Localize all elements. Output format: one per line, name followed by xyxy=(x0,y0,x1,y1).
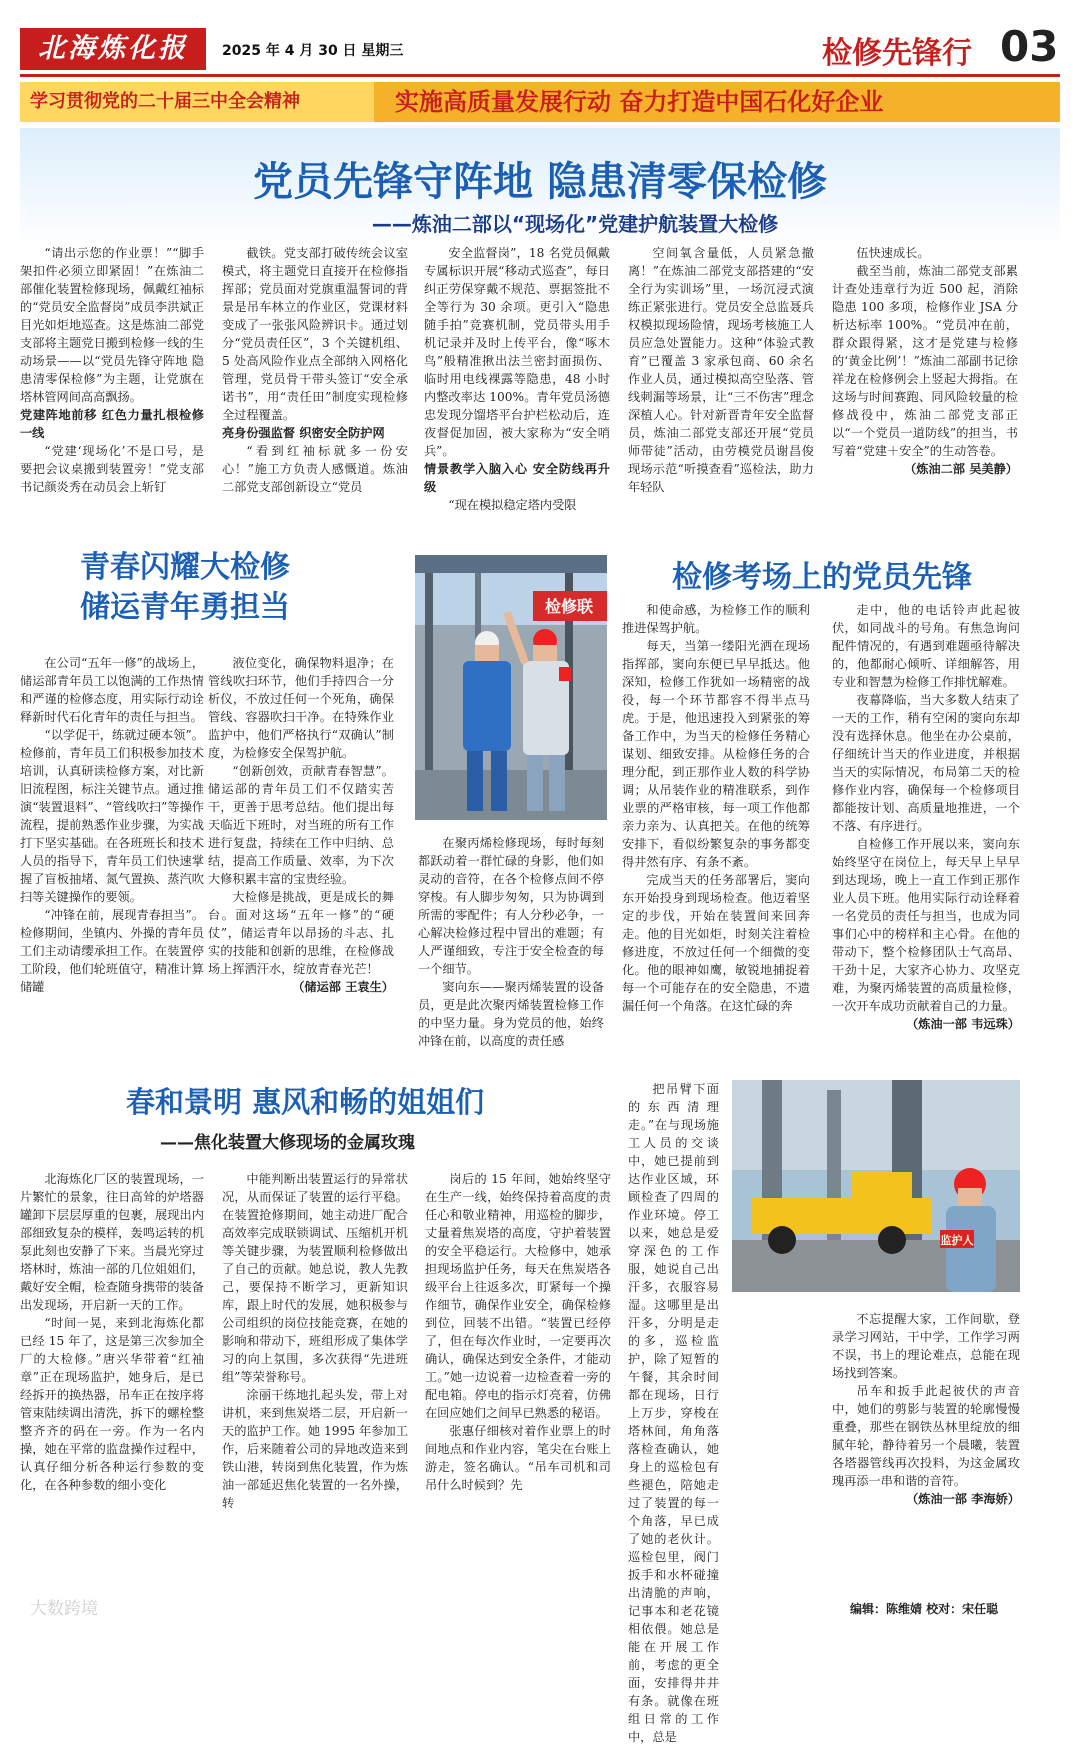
article3-title: 检修考场上的党员先锋 xyxy=(672,560,972,595)
inspector-photo-illustration xyxy=(732,1080,1020,1292)
paragraph: 截铁。党支部打破传统会议室模式，将主题党日直接开在检修指挥部；党员面对党旗重温誓词的背景是吊车林立的作业区，党课材料变成了一张张风险辨识卡。通过划分“党员责任区”，3 个关键机组、5 处高风险作业点全部纳入网格化管理，党员骨干带头签订“安全承诺书”，用“责任田”制度实现检修全过程覆盖。 xyxy=(222,246,408,422)
editor-credits: 编辑：陈维婧 校对：宋任聪 xyxy=(850,1602,999,1616)
byline: （炼油一部 韦远珠） xyxy=(906,1017,1020,1031)
article3-photo xyxy=(415,555,607,820)
paragraph: 大检修是挑战，更是成长的舞台。面对这场“五年一修”的“硬仗”，储运青年以昂扬的斗志、扎实的技能和创新的思维，在检修战场上挥洒汗水，绽放青春光芒！ xyxy=(208,890,394,976)
subheading: 情景教学入脑入心 安全防线再升级 xyxy=(424,462,610,494)
paragraph: 走中，他的电话铃声此起彼伏，如同战斗的号角。有焦急询问配件情况的，有遇到难题亟待解决的，他都耐心倾听、详细解答，用专业和智慧为检修工作排忧解难。 xyxy=(832,603,1020,689)
byline: （炼油一部 李海娇） xyxy=(906,1492,1020,1506)
article1-subtitle: ——炼油二部以“现场化”党建护航装置大检修 xyxy=(371,212,779,236)
paragraph: 伍快速成长。 xyxy=(856,246,930,260)
article2-title xyxy=(80,548,290,628)
article4-col3 xyxy=(425,1170,611,1530)
byline: （储运部 王袁生） xyxy=(292,980,394,994)
paragraph: 液位变化，确保物料退净；在管线吹扫环节，他们手持四合一分析仪，不放过任何一个死角，确保管线、容器吹扫干净。在特殊作业监护中，他们严格执行“双确认”制度，为检修安全保驾护航。 xyxy=(208,656,394,760)
issue-date: 2025 年 4 月 30 日 星期三 xyxy=(222,43,404,59)
article4-col5 xyxy=(832,1310,1020,1532)
page-number: 03 xyxy=(1000,22,1059,71)
subheading: 党建阵地前移 红色力量扎根检修一线 xyxy=(20,408,204,440)
paragraph: 张惠仔细核对着作业票上的时间地点和作业内容，笔尖在台账上游走，签名确认。“吊车司机和司吊什么时候到？先 xyxy=(425,1424,611,1492)
paragraph: 北海炼化厂区的装置现场，一片繁忙的景象，往日高耸的炉塔器罐卸下层层厚重的包裹，展现出内部细致复杂的模样，轰鸣运转的机泵此刻也安静了下来。当晨光穿过塔林时，炼油一部的几位姐姐们，戴好安全帽，检查随身携带的装备出发现场，开启新一天的工作。 xyxy=(20,1172,204,1312)
paragraph: “以学促干，练就过硬本领”。检修前，青年员工们积极参加技术培训，认真研读检修方案，对比新旧流程图，标注关键节点。通过推演“装置退料”、“管线吹扫”等操作流程，提前熟悉作业步骤，为实战打下坚实基础。在各班班长和技术人员的指导下，青年员工们快速掌握了盲板抽堵、氮气置换、蒸汽吹扫等关键操作的要领。 xyxy=(20,728,204,904)
slogan-banner-right: 实施高质量发展行动 奋力打造中国石化好企业 xyxy=(395,88,884,116)
article4-col2 xyxy=(222,1170,408,1530)
article4-subtitle: ——焦化装置大修现场的金属玫瑰 xyxy=(160,1133,415,1153)
paragraph: “冲锋在前，展现青春担当”。检修期间，坐镇内、外操的青年员工们主动请缨承担工作。在装置停工阶段，他们轮班值守，精准计算储罐 xyxy=(20,908,204,994)
article1-col2 xyxy=(222,244,408,528)
paragraph: “创新创效，贡献青春智慧”。储运部的青年员工们不仅踏实苦干，更善于思考总结。他们提出每天临近下班时，对当班的所有工作进行复盘，持续在工作中归纳、总结，提高工作质量、效率，为下次大修积累丰富的宝贵经验。 xyxy=(208,764,394,886)
paragraph: 中能判断出装置运行的异常状况，从而保证了装置的运行平稳。在装置抢修期间，她主动进厂配合高效率完成联锁调试、压缩机开机等关键步骤，为装置顺利检修做出了自己的贡献。她总说，教人先教己，要保持不断学习，更新知识库，跟上时代的发展，她积极参与公司组织的岗位技能竞赛，在她的影响和带动下，班组形成了集体学习的向上氛围，多次获得“先进班组”等荣誉称号。 xyxy=(222,1172,408,1384)
paragraph: 把吊臂下面的东西清理走。”在与现场施工人员的交谈中，她已提前到达作业区域，环顾检查了四周的作业环境。停工以来，她总是爱穿深色的工作服，她说自己出汗多，衣服容易湿。这哪里是出汗多，分明是走的多，巡检监护，除了短暂的午餐，其余时间都在现场，日行上万步，穿梭在塔林间，角角落落检查确认，她身上的巡检包有些褪色，陪她走过了装置的每一个角落，早已成了她的老伙计。巡检包里，阀门扳手和水杯碰撞出清脆的声响，记事本和老花镜相依偎。她总是能在开展工作前，考虑的更全面，安排得井井有条。就像在班组日常的工作中，总是 xyxy=(628,1082,719,1744)
paragraph: 每天，当第一缕阳光洒在现场指挥部，窦向东便已早早抵达。他深知，检修工作犹如一场精密的战役，每一个环节都容不得半点马虎。于是，他迅速投入到紧张的筹备工作中，为当天的检修任务精心谋划、细致安排。从检修任务的合理分配，到正那作业人数的科学协调；从吊装作业的精准联系，到作业票的严格审核，每一项工作他都亲力亲为、认真把关。在他的统筹安排下，看似纷繁复杂的事务都变得井然有序、有条不紊。 xyxy=(622,639,810,869)
paragraph: 窦向东——聚丙烯装置的设备员，更是此次聚丙烯装置检修工作的中坚力量。身为党员的他，始终冲锋在前，以高度的责任感 xyxy=(418,980,604,1048)
section-name: 检修先锋行 xyxy=(822,36,972,71)
paragraph: 安全监督岗”，18 名党员佩戴专属标识开展“移动式巡查”，每日纠正劳保穿戴不规范、票据签批不全等行为 30 余项。更引入“隐患随手拍”竞赛机制，党员带头用手机记录并及时上传平台，像“啄木鸟”般精准揪出法兰密封面损伤、临时用电线裸露等隐患，48 小时内整改率达 100%。青年党员汤德忠发现分馏塔平台护栏松动后，连夜督促加固，被大家称为“安全哨兵”。 xyxy=(424,246,610,458)
article4-col1 xyxy=(20,1170,204,1530)
article1-col3 xyxy=(424,244,610,528)
article3-colC xyxy=(832,601,1020,1041)
article2-col1 xyxy=(20,654,204,1038)
workers-photo-illustration xyxy=(415,555,607,820)
paragraph: “党建‘现场化’不是口号，是要把会议桌搬到装置旁！”党支部书记颜炎秀在动员会上斩钉 xyxy=(20,444,204,494)
paragraph: “看到红袖标就多一份安心！”施工方负责人感慨道。炼油二部党支部创新设立“党员 xyxy=(222,444,408,494)
watermark-text: 大数跨境 xyxy=(30,1599,98,1619)
article1-title: 党员先锋守阵地 隐患清零保检修 xyxy=(253,159,827,205)
newspaper-logo: 北海炼化报 xyxy=(20,28,206,70)
paragraph: 截至当前，炼油二部党支部累计查处违章行为近 500 起，消除隐患 100 多项，检修作业 JSA 分析达标率 100%。“党员冲在前，群众跟得紧，这才是党建与检修的‘黄金比例’！”炼油二部副书记徐祥龙在检修例会上竖起大拇指。在这场与时间赛跑、同风险较量的检修战役中，炼油二部党支部正以“一个党员一道防线”的担当，书写着“党建＋安全”的生动答卷。 xyxy=(832,264,1018,458)
paragraph: 自检修工作开展以来，窦向东始终坚守在岗位上，每天早上早早到达现场，晚上一直工作到正那作业人员下班。他用实际行动诠释着一名党员的责任与担当，也成为同事们心中的榜样和主心骨。在他的带动下，整个检修团队士气高昂、干劲十足，大家齐心协力、攻坚克难，为聚丙烯装置的高质量检修，一次开车成功贡献着自己的力量。 xyxy=(832,837,1020,1013)
paragraph: 夜幕降临，当大多数人结束了一天的工作，稍有空闲的窦向东却没有选择休息。他坐在办公桌前，仔细统计当天的作业进度，并根据当天的实际情况，布局第二天的检修作业内容，确保每一个检修项目都能按计划、高质量地推进，一个不落、有序进行。 xyxy=(832,693,1020,833)
article2-col2 xyxy=(208,654,394,1038)
article3-colB xyxy=(622,601,810,1041)
article3-colA xyxy=(418,834,604,1048)
paragraph: “请出示您的作业票！”“脚手架扣件必须立即紧固！”在炼油二部催化装置检修现场，佩戴红袖标的“党员安全监督岗”成员李洪斌正目光如炬地巡查。这是炼油二部党支部将主题党日搬到检修一线的生动场景——以“党员先锋守阵地 隐患清零保检修”为主题，让党旗在塔林管网间高高飘扬。 xyxy=(20,246,204,404)
article2-title-line2: 储运青年勇担当 xyxy=(80,590,290,625)
article4-col4 xyxy=(628,1080,719,1744)
paragraph: 在聚丙烯检修现场，每时每刻都跃动着一群忙碌的身影，他们如灵动的音符，在各个检修点间不停穿梭。有人脚步匆匆，只为协调到所需的零配件；有人分秒必争，一心解决检修过程中冒出的难题；有人严谨细致，专注于安全检查的每一个细节。 xyxy=(418,836,604,976)
paragraph: 完成当天的任务部署后，窦向东开始投身到现场检查。他迈着坚定的步伐，开始在装置间来回奔走。他的目光如炬，时刻关注着检修进度，不放过任何一个细微的变化。他的眼神如鹰，敏锐地捕捉着每一个可能存在的安全隐患，不遗漏任何一个角落。在这忙碌的奔 xyxy=(622,873,810,1013)
paragraph: 涂丽干练地扎起头发，带上对讲机，来到焦炭塔二层，开启新一天的监护工作。她 1995 年参加工作，后来随着公司的异地改造来到铁山港，转岗到焦化装置，作为炼油一部延迟焦化装置的一名外操，转 xyxy=(222,1388,408,1510)
paragraph: 在公司“五年一修”的战场上，储运部青年员工以饱满的工作热情和严谨的检修态度，用实际行动诠释新时代石化青年的责任与担当。 xyxy=(20,656,204,724)
article2-title-line1: 青春闪耀大检修 xyxy=(80,550,290,585)
paragraph: 吊车和扳手此起彼伏的声音中，她们的剪影与装置的轮廓慢慢重叠，那些在钢铁丛林里绽放的细腻年轮，静待着另一个晨曦，装置各塔器管线再次投料，为这金属玫瑰再添一串和谐的音符。 xyxy=(832,1384,1020,1488)
article1-col1 xyxy=(20,244,204,528)
masthead-rule xyxy=(20,74,1060,77)
article1-col5 xyxy=(832,244,1018,528)
armband-text: 监护人 xyxy=(940,1234,974,1247)
byline: （炼油二部 吴美静） xyxy=(904,462,1018,476)
paragraph: 岗后的 15 年间，她始终坚守在生产一线，始终保持着高度的责任心和敬业精神，用巡检的脚步，丈量着焦炭塔的高度，守护着装置的安全平稳运行。大检修中，她承担现场监护任务，每天在焦炭塔各级平台上往返多次，盯紧每一个操作细节，确保作业安全，确保检修到位，回装不出错。“装置已经停了，但在每次作业时，一定要再次确认，确保达到安全条件，才能动工。”她一边说着一边检查着一旁的配电箱。停电的指示灯亮着，仿佛在回应她们之间早已熟悉的秘语。 xyxy=(425,1172,611,1420)
paragraph: “时间一晃，来到北海炼化都已经 15 年了，这是第三次参加全厂的大检修。”唐兴华带着“红袖章”正在现场监护，她身后，是已经拆开的换热器，吊车正在按序将管束陆续调出清洗，拆下的螺栓整整齐齐的码在一旁。作为一名内操，她在平常的监盘操作过程中，认真仔细分析各种运行参数的变化，在各种参数的细小变化 xyxy=(20,1316,204,1492)
paragraph: “现在模拟稳定塔内受限 xyxy=(448,498,577,512)
article1-col4 xyxy=(628,244,814,528)
paragraph: 空间氧含量低，人员紧急撤离！”在炼油二部党支部搭建的“安全行为实训场”里，一场沉浸式演练正紧张进行。党员安全总监聂兵权模拟现场险情，现场考核施工人员应急处置能力。这种“体验式教育”已覆盖 3 家承包商、60 余名作业人员，通过模拟高空坠落、管线刺漏等场景，让“三不伤害”理念深植人心。针对新晋青年安全监督员，炼油二部党支部还开展“党员师带徒”活动，由劳模党员谢昌俊现场示范“听摸查看”巡检法，助力年轻队 xyxy=(628,246,814,494)
article4-photo xyxy=(732,1080,1020,1292)
paragraph: 不忘提醒大家，工作间歇，登录学习网站，干中学，工作学习两不误，书上的理论难点，总能在现场找到答案。 xyxy=(832,1312,1020,1380)
article4-title: 春和景明 惠风和畅的姐姐们 xyxy=(126,1085,485,1119)
subheading: 亮身份强监督 织密安全防护网 xyxy=(222,426,385,440)
photo1-sign-text: 检修联 xyxy=(544,597,594,616)
slogan-banner-left: 学习贯彻党的二十届三中全会精神 xyxy=(20,82,374,122)
paragraph: 和使命感，为检修工作的顺利推进保驾护航。 xyxy=(622,603,810,635)
